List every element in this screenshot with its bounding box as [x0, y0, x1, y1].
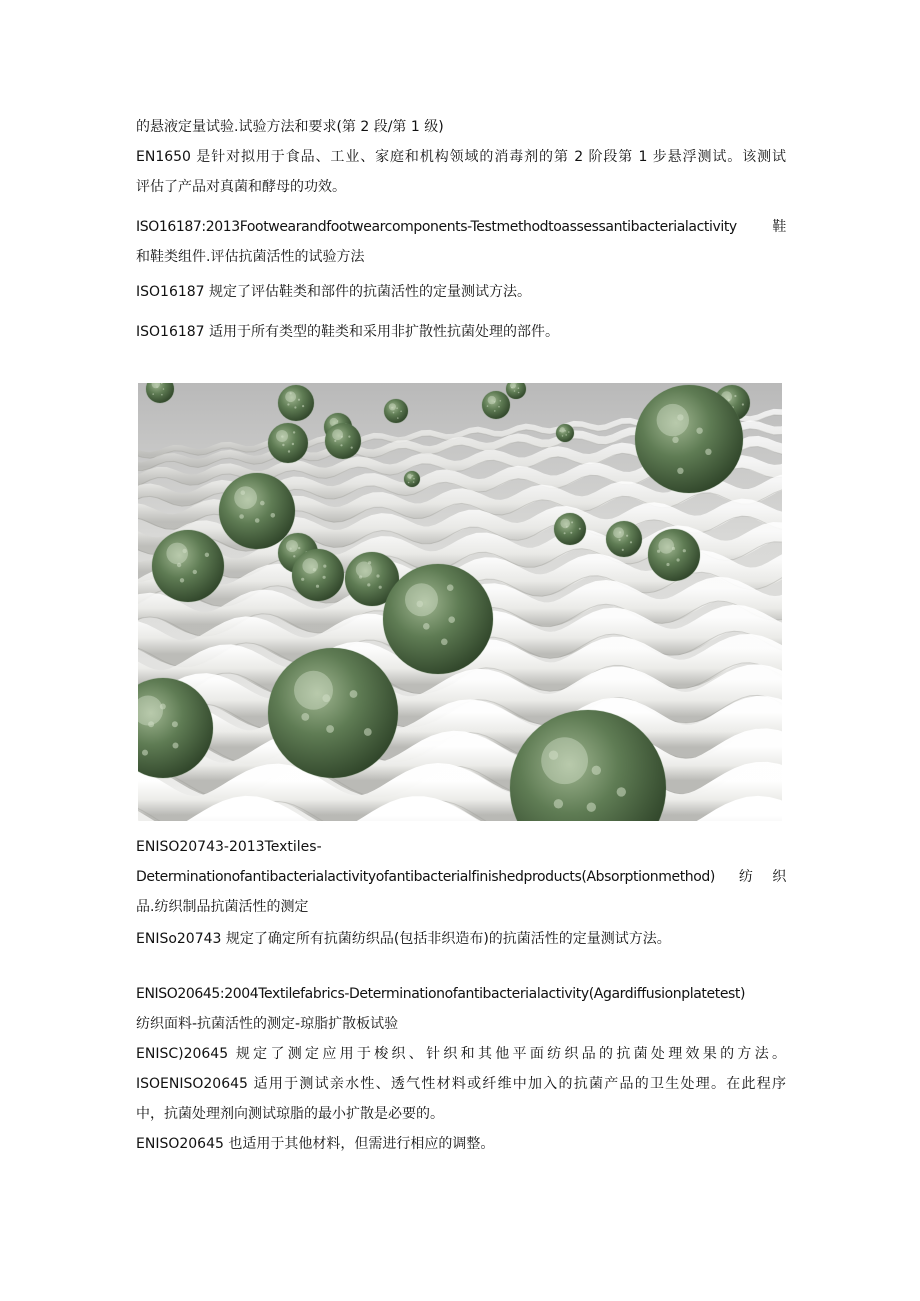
iso20645-para2-line2: 中，抗菌处理剂向测试琼脂的最小扩散是必要的。	[136, 1106, 444, 1122]
iso20645-para1: ENISC)20645 规定了测定应用于梭织、针织和其他平面纺织品的抗菌处理效果的方法。	[136, 1046, 786, 1062]
bacterium	[606, 521, 642, 557]
iso16187-section	[136, 212, 786, 272]
bacterium	[648, 529, 700, 581]
en1650-title-tail: 的悬液定量试验.试验方法和要求(第 2 段/第 1 级)	[136, 119, 444, 135]
iso16187-para2: ISO16187 适用于所有类型的鞋类和采用非扩散性抗菌处理的部件。	[136, 324, 560, 340]
bacterium	[482, 391, 510, 419]
bacterium	[268, 423, 308, 463]
iso20743-title-line1: ENISO20743-2013Textiles-	[136, 839, 322, 855]
bacterium	[278, 385, 314, 421]
iso20645-title-line2: 纺织面料-抗菌活性的测定-琼脂扩散板试验	[136, 1016, 399, 1032]
en1650-description-line1: EN1650 是针对拟用于食品、工业、家庭和机构领域的消毒剂的第 2 阶段第 1 步悬浮测试。该测试	[136, 149, 786, 165]
bacterium	[268, 648, 398, 778]
iso16187-paragraphs-2	[136, 317, 786, 347]
iso20645-para2-line1: ISOENISO20645 适用于测试亲水性、透气性材料或纤维中加入的抗菌产品的卫生处理。在此程序	[136, 1076, 786, 1092]
bacterium	[506, 383, 526, 399]
iso20645-section	[136, 979, 786, 1039]
iso20743-title-line2: Determinationofantibacterialactivityofantibacterialfinishedproducts(Absorptionmethod) 纺织	[136, 869, 786, 885]
iso20743-paragraphs	[136, 924, 786, 954]
bacterium	[635, 385, 743, 493]
iso20645-title-line1: ENISO20645:2004Textilefabrics-Determinationofantibacterialactivity(Agardiffusionplatetest)	[136, 986, 746, 1002]
bacterium	[219, 473, 295, 549]
bacterium	[554, 513, 586, 545]
bacteria-on-fabric-image	[138, 383, 782, 821]
bacterium	[292, 549, 344, 601]
iso20645-para3: ENISO20645 也适用于其他材料，但需进行相应的调整。	[136, 1136, 495, 1152]
iso16187-paragraphs	[136, 277, 786, 307]
fabric-illustration	[138, 383, 782, 821]
iso16187-title-line2: 和鞋类组件.评估抗菌活性的试验方法	[136, 249, 365, 265]
iso20743-section	[136, 832, 786, 922]
iso16187-para1: ISO16187 规定了评估鞋类和部件的抗菌活性的定量测试方法。	[136, 284, 532, 300]
bacterium	[383, 564, 493, 674]
iso20743-title-line3: 品.纺织制品抗菌活性的测定	[136, 899, 309, 915]
iso20645-paragraphs	[136, 1039, 786, 1159]
bacterium	[152, 530, 224, 602]
bacterium	[404, 471, 420, 487]
bacterium	[556, 424, 574, 442]
iso20743-para1: ENISo20743 规定了确定所有抗菌纺织品(包括非织造布)的抗菌活性的定量测试方法。	[136, 931, 671, 947]
en1650-section	[136, 112, 786, 202]
bacterium	[325, 423, 361, 459]
en1650-description-line2: 评估了产品对真菌和酵母的功效。	[136, 179, 346, 195]
iso16187-title-line1: ISO16187:2013Footwearandfootwearcomponents-Testmethodtoassessantibacterialactivity 鞋	[136, 219, 786, 235]
bacterium	[384, 399, 408, 423]
